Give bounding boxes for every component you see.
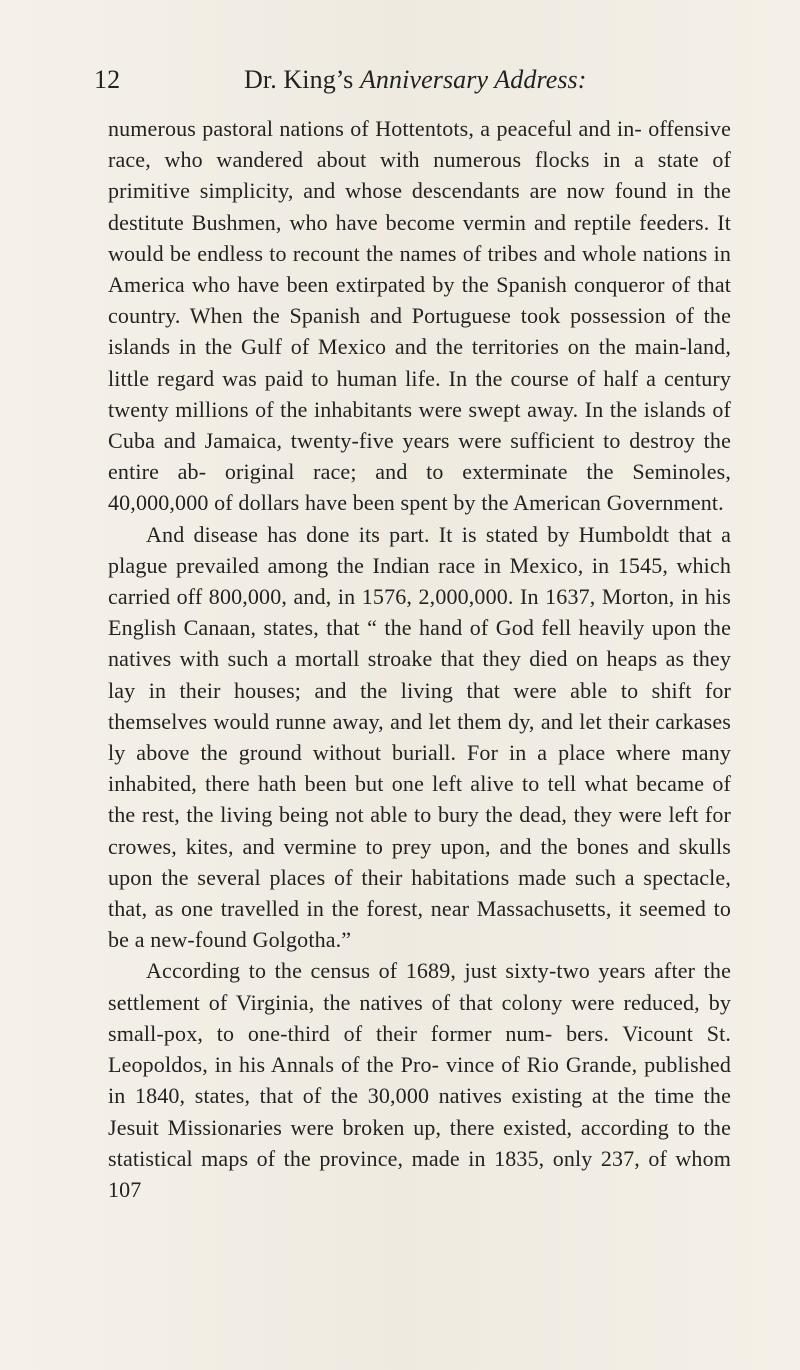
paragraph-disease: And disease has done its part. It is stated by Humboldt that a plague prevailed among the Indian race in Mexico, in 1545, which carried off 800,000, and, in 1576, 2,000,000. In 1637, Morton, in his English Canaan, states, that “ the hand of God fell heavily upon the natives with such a mortall stroake that they died on heaps as they lay in their houses; and the living that were able to shift for themselves would runne away, and let them dy, and let their carkases ly above the ground without buriall. For in a place where many inhabited, there hath been but one left alive to tell what became of the rest, the living being not able to bury the dead, they were left for crowes, kites, and vermine to prey upon, and the bones and skulls upon the several places of their habitations made such a spectacle, that, as one travelled in the forest, near Massachusetts, it seemed to be a new-found Golgotha.” [108, 521, 731, 953]
running-title-work: Anniversary Address: [359, 65, 587, 94]
running-title [244, 60, 587, 100]
paragraph-census: According to the census of 1689, just sixty-two years after the settlement of Virginia, the natives of that colony were reduced, by small-pox, to one-third of their former num- bers. Vicount St. Leopoldos, in his Annals of the Pro- vince of Rio Grande, published in 1840, states, that of the 30,000 natives existing at the time the Jesuit Missionaries were broken up, there existed, according to the statistical maps of the province, made in 1835, only 237, of whom 107 [108, 958, 731, 1202]
body-text [108, 113, 731, 1205]
page-number: 12 [94, 65, 121, 94]
page-header [94, 60, 714, 100]
paragraph-continued: numerous pastoral nations of Hottentots, a peaceful and in- offensive race, who wandered about with numerous flocks in a state of primitive simplicity, and whose descendants are now found in the destitute Bushmen, who have become vermin and reptile feeders. It would be endless to recount the names of tribes and whole nations in America who have been extirpated by the Spanish conqueror of that country. When the Spanish and Portuguese took possession of the islands in the Gulf of Mexico and the territories on the main-land, little regard was paid to human life. In the course of half a century twenty millions of the inhabitants were swept away. In the islands of Cuba and Jamaica, twenty-five years were sufficient to destroy the entire ab- original race; and to exterminate the Seminoles, 40,000,000 of dollars have been spent by the American Government. [108, 116, 731, 516]
running-title-author: Dr. King’s [244, 65, 354, 94]
